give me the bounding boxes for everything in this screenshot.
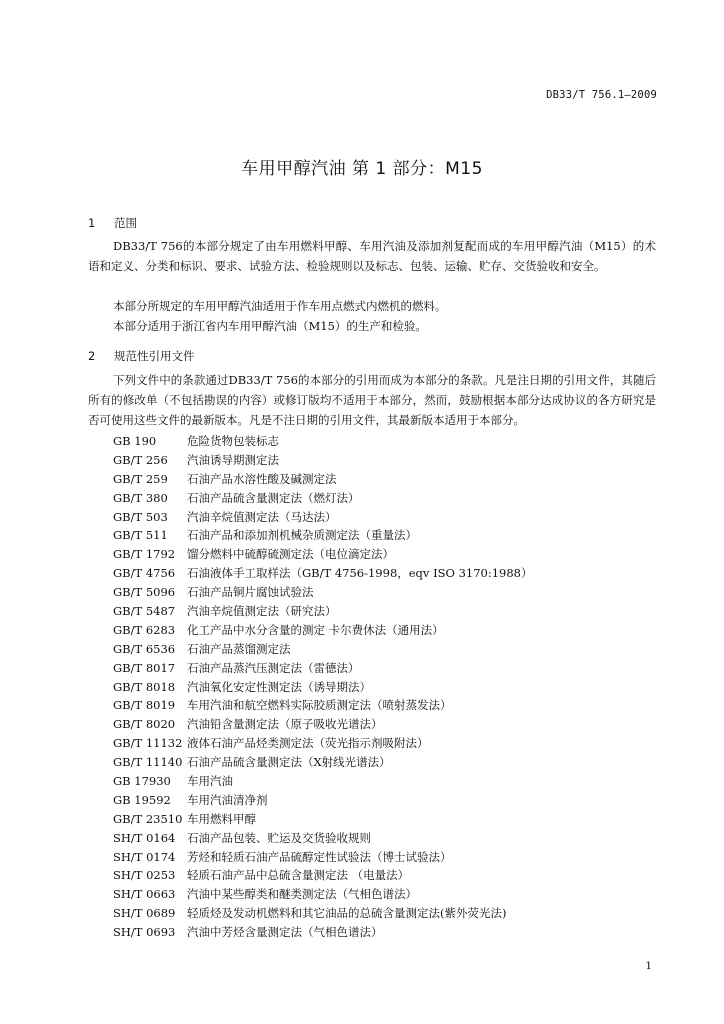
reference-item [113, 753, 533, 772]
reference-item [113, 545, 533, 564]
reference-title: 馏分燃料中硫醇硫测定法（电位滴定法） [187, 547, 394, 562]
reference-code: GB/T 5096 [113, 585, 176, 600]
reference-code: GB/T 8017 [113, 660, 176, 675]
reference-code: GB/T 380 [113, 490, 168, 505]
reference-code: GB/T 259 [113, 471, 168, 486]
reference-title: 石油产品铜片腐蚀试验法 [187, 585, 314, 600]
document-title: 车用甲醇汽油 第 1 部分：M15 [241, 159, 483, 179]
reference-code: GB/T 6283 [113, 622, 176, 637]
reference-title: 车用燃料甲醇 [187, 811, 256, 826]
reference-code: SH/T 0164 [113, 830, 176, 845]
reference-item [113, 923, 533, 942]
reference-title: 石油产品包装、贮运及交货验收规则 [187, 830, 371, 845]
reference-title: 车用汽油和航空燃料实际胶质测定法（喷射蒸发法） [187, 698, 452, 713]
reference-item [113, 848, 533, 867]
reference-item [113, 885, 533, 904]
reference-code: GB/T 511 [113, 528, 168, 543]
reference-code: GB/T 5487 [113, 604, 176, 619]
reference-title: 石油产品硫含量测定法（燃灯法） [187, 490, 360, 505]
reference-item [113, 432, 533, 451]
reference-title: 轻质石油产品中总硫含量测定法 （电量法） [187, 868, 410, 883]
section-1-paragraph-2: 本部分所规定的车用甲醇汽油适用于作车用点燃式内燃机的燃料。 [113, 299, 447, 313]
reference-title: 汽油中某些醇类和醚类测定法（气相色谱法） [187, 887, 417, 902]
reference-code: SH/T 0689 [113, 906, 176, 921]
section-2-paragraph-1: 下列文件中的条款通过DB33/T 756的本部分的引用而成为本部分的条款。凡是注日期的引用文件，其随后所有的修改单（不包括勘误的内容）或修订版均不适用于本部分，然而，鼓励根据本部分达成协议的各方研究是否可使用这些文件的最新版本。凡是不注日期的引用文件，其最新版本适用于本部分。 [88, 373, 656, 427]
reference-title: 石油产品蒸馏测定法 [187, 641, 291, 656]
reference-code: GB/T 256 [113, 452, 168, 467]
reference-title: 汽油诱导期测定法 [187, 452, 279, 467]
reference-title: 石油产品硫含量测定法（X射线光谱法） [187, 755, 391, 770]
reference-item [113, 904, 533, 923]
reference-code: SH/T 0174 [113, 849, 176, 864]
reference-code: GB 19592 [113, 792, 171, 807]
reference-title: 石油产品蒸汽压测定法（雷德法） [187, 660, 360, 675]
reference-item [113, 564, 533, 583]
reference-title: 轻质烃及发动机燃料和其它油品的总硫含量测定法(紫外荧光法) [187, 906, 507, 921]
reference-title: 芳烃和轻质石油产品硫醇定性试验法（博士试验法） [187, 849, 452, 864]
section-title: 范围 [114, 216, 137, 230]
reference-item [113, 810, 533, 829]
reference-item [113, 621, 533, 640]
reference-code: GB/T 11140 [113, 755, 183, 770]
reference-item [113, 678, 533, 697]
reference-title: 化工产品中水分含量的测定 卡尔费休法（通用法） [187, 622, 444, 637]
section-2-heading [88, 348, 195, 364]
reference-code: GB/T 1792 [113, 547, 176, 562]
reference-title: 危险货物包装标志 [187, 434, 279, 448]
section-number: 2 [88, 349, 96, 363]
reference-code: SH/T 0663 [113, 887, 176, 902]
reference-item [113, 659, 533, 678]
reference-code: SH/T 0693 [113, 925, 176, 940]
reference-item [113, 866, 533, 885]
section-1-paragraph-1: DB33/T 756的本部分规定了由车用燃料甲醇、车用汽油及添加剂复配而成的车用甲醇汽油（M15）的术语和定义、分类和标识、要求、试验方法、检验规则以及标志、包装、运输、贮存、交货验收和安全。 [88, 239, 656, 273]
reference-code: GB/T 4756 [113, 566, 176, 581]
reference-code: GB/T 8018 [113, 679, 176, 694]
reference-title: 汽油氧化安定性测定法（诱导期法） [187, 679, 371, 694]
reference-title: 汽油辛烷值测定法（研究法） [187, 604, 337, 619]
reference-item [113, 772, 533, 791]
reference-item [113, 602, 533, 621]
reference-item [113, 508, 533, 527]
page-number: 1 [645, 960, 652, 972]
reference-title: 石油液体手工取样法（GB/T 4756-1998，eqv ISO 3170:1988） [187, 566, 533, 581]
reference-list [113, 432, 533, 942]
section-1-paragraph-3: 本部分适用于浙江省内车用甲醇汽油（M15）的生产和检验。 [113, 319, 427, 333]
reference-code: GB/T 8019 [113, 698, 176, 713]
reference-item [113, 696, 533, 715]
reference-item [113, 734, 533, 753]
reference-code: GB/T 6536 [113, 641, 176, 656]
reference-code: GB/T 11132 [113, 736, 183, 751]
reference-title: 石油产品和添加剂机械杂质测定法（重量法） [187, 528, 417, 543]
reference-title: 车用汽油 [187, 774, 233, 789]
reference-item [113, 829, 533, 848]
document-code: DB33/T 756.1—2009 [546, 89, 657, 101]
reference-item [113, 470, 533, 489]
reference-title: 汽油铅含量测定法（原子吸收光谱法） [187, 717, 383, 732]
reference-item [113, 526, 533, 545]
section-number: 1 [88, 216, 96, 230]
reference-code: GB/T 23510 [113, 811, 183, 826]
reference-code: GB 17930 [113, 774, 171, 789]
reference-title: 石油产品水溶性酸及碱测定法 [187, 471, 337, 486]
reference-code: GB/T 503 [113, 509, 168, 524]
reference-code: GB/T 8020 [113, 717, 176, 732]
reference-item [113, 583, 533, 602]
reference-item [113, 489, 533, 508]
reference-title: 液体石油产品烃类测定法（荧光指示剂吸附法） [187, 736, 429, 751]
reference-item [113, 791, 533, 810]
reference-item [113, 715, 533, 734]
reference-item [113, 640, 533, 659]
section-title: 规范性引用文件 [114, 349, 195, 363]
reference-title: 汽油中芳烃含量测定法（气相色谱法） [187, 925, 383, 940]
reference-title: 车用汽油清净剂 [187, 792, 268, 807]
reference-title: 汽油辛烷值测定法（马达法） [187, 509, 337, 524]
reference-code: SH/T 0253 [113, 868, 176, 883]
section-1-heading [88, 215, 137, 231]
reference-code: GB 190 [113, 434, 157, 448]
reference-item [113, 451, 533, 470]
